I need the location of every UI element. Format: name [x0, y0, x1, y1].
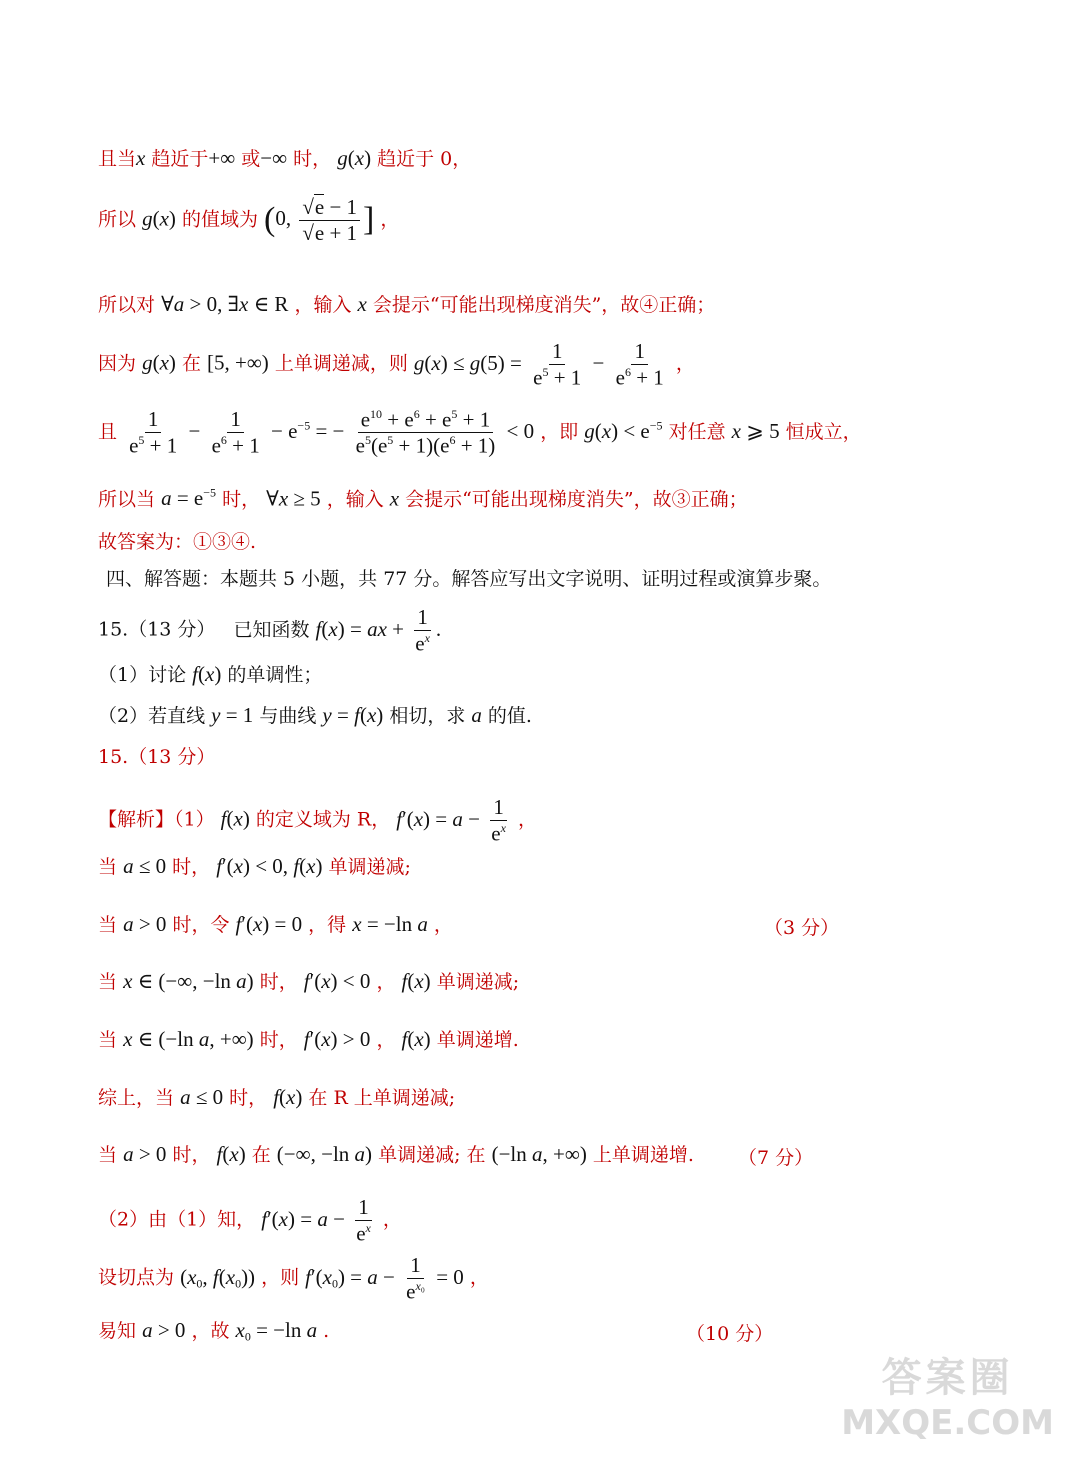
score-10: （10 分）: [686, 1323, 774, 1345]
question-15-part2: （2）若直线 y = 1 与曲线 y = f(x) 相切，求 a 的值.: [98, 703, 532, 727]
solution-line-5: 当 x ∈ (−ln a, +∞) 时， f′(x) > 0 ， f(x) 单调递增.: [98, 1027, 519, 1051]
watermark-logo: 答案圈 MXQE.COM: [841, 1355, 1054, 1443]
answer-line: 故答案为：①③④.: [98, 531, 257, 553]
solution-line-4: 当 x ∈ (−∞, −ln a) 时， f′(x) < 0 ， f(x) 单调递减;: [98, 969, 520, 993]
text-line-1: 且当x 趋近于+∞ 或−∞ 时， g(x) 趋近于 0，: [98, 146, 472, 170]
solution-line-1: 【解析】（1） f(x) 的定义域为 R， f′(x) = a − $\frac{1}{e^x}$ ，: [98, 795, 537, 846]
score-7: （7 分）: [738, 1147, 814, 1169]
text-line-3: 所以对 ∀a > 0, ∃x ∈ R ，输入 x 会提示“可能出现梯度消失”，故④正确；: [98, 292, 716, 316]
question-15-part1: （1）讨论 f(x) 的单调性；: [98, 662, 323, 686]
solution-line-9: 设切点为 ($x_0$, $f(x_0)$) ，则 $f'(x_0) = a$ − $\frac{1}{e^{x_0}}$ = 0 ，: [98, 1253, 489, 1304]
question-15: 15.（13 分） 已知函数 f(x) = ax + $\frac{1}{e^x}$ .: [98, 605, 442, 656]
section-heading: 四、解答题：本题共 5 小题，共 77 分。解答应写出文字说明、证明过程或演算步聚。: [106, 568, 832, 590]
answer-15-header: 15.（13 分）: [98, 746, 216, 768]
solution-line-10: 易知 a > 0 ，故 $x_0 = -\ln$ a .: [98, 1318, 330, 1344]
solution-line-3: 当 a > 0 时，令 f′(x) = 0 ，得 x = −ln a ，: [98, 912, 453, 936]
solution-line-8: （2）由（1）知， f′(x) = a − $\frac{1}{e^x}$ ，: [98, 1195, 402, 1246]
solution-line-2: 当 a ≤ 0 时， f′(x) < 0, f(x) 单调递减;: [98, 854, 411, 878]
solution-line-7: 当 a > 0 时， f(x) 在 (−∞, −ln a) 单调递减; 在 (−ln a, +∞) 上单调递增.: [98, 1142, 694, 1166]
text-line-6: 所以当 $a = e^{-5}$ 时， ∀x ≥ 5 ，输入 x 会提示“可能出现梯度消失”，故③正确；: [98, 486, 748, 511]
text-line-5: 且 $\frac{1}{e^5 + 1}$ − $\frac{1}{e^6 + 1}$ − $e^{-5}$ = − $\frac{e^{10} + e^6 + e^5 + 1}{e^5(e^5 + 1)(e^6 + 1)}$ < 0 ，即 $g(x) < e^{-5}$ 对任意 x ⩾ 5 恒成立，: [98, 407, 862, 458]
text-line-4: 因为 g(x) 在 [5, +∞) 上单调递减，则 g(x) ≤ g(5) = $\frac{1}{e^5 + 1}$ − $\frac{1}{e^6 + 1}$ ，: [98, 339, 695, 390]
solution-line-6: 综上，当 a ≤ 0 时， f(x) 在 R 上单调递减;: [98, 1085, 456, 1109]
score-3: （3 分）: [764, 917, 840, 939]
text-line-2: 所以 g(x) 的值域为 (0, $\frac{√e - 1}{√e + 1}$ ] ，: [98, 195, 400, 246]
